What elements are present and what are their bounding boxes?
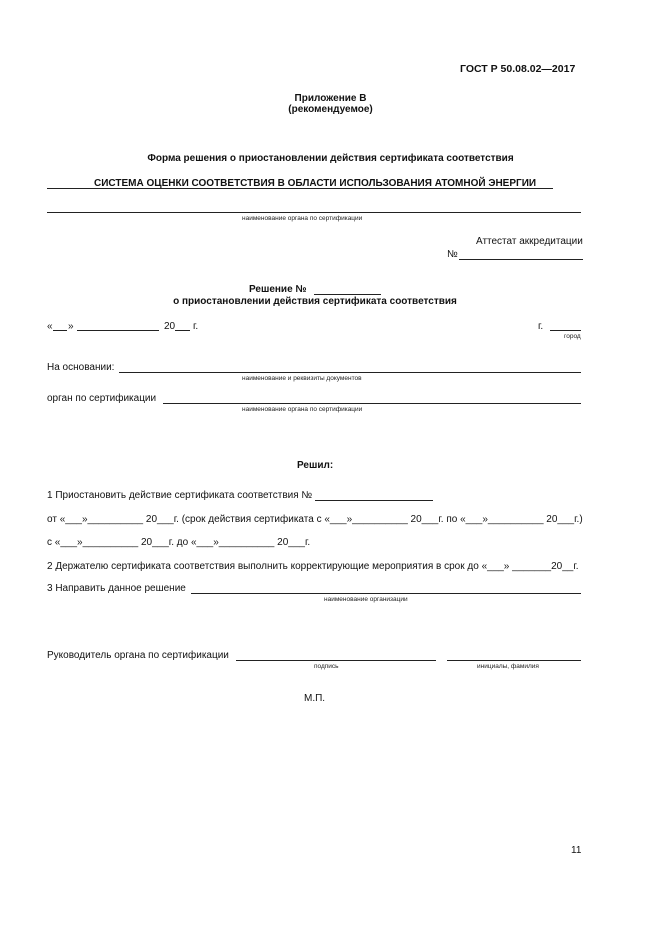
organ-name-line (47, 212, 581, 213)
date-day-line (53, 330, 67, 331)
system-name: СИСТЕМА ОЦЕНКИ СООТВЕТСТВИЯ В ОБЛАСТИ ИСПОЛЬЗОВАНИЯ АТОМНОЙ ЭНЕРГИИ (94, 178, 537, 189)
signature-name-line (447, 660, 581, 661)
decision-subtitle: о приостановлении действия сертификата соответствия (173, 296, 457, 307)
date-year-suffix: г. (193, 321, 199, 332)
date-month-line (77, 330, 159, 331)
accreditation-label: Аттестат аккредитации (476, 236, 583, 247)
item3-caption: наименование организации (324, 596, 408, 603)
resolved-heading: Решил: (297, 460, 334, 471)
form-title: Форма решения о приостановлении действия сертификата соответствия (147, 153, 514, 164)
accreditation-number-line (459, 259, 583, 260)
date-close-quote: » (68, 321, 74, 332)
accreditation-number-label: № (447, 249, 458, 260)
date-open-quote: « (47, 321, 53, 332)
decision-number-line (314, 294, 381, 295)
date-year-line (175, 330, 190, 331)
system-name-line (47, 188, 553, 189)
annex-title: Приложение В (294, 93, 367, 104)
annex-subtitle: (рекомендуемое) (288, 104, 373, 115)
organ-label: орган по сертификации (47, 393, 157, 404)
item3-text: 3 Направить данное решение (47, 583, 186, 594)
decision-title: Решение № (249, 284, 307, 295)
signature-name-caption: инициалы, фамилия (477, 663, 539, 670)
city-prefix: г. (538, 321, 544, 332)
item3-line (191, 593, 581, 594)
basis-line (119, 372, 581, 373)
page-number: 11 (571, 845, 582, 856)
signature-sign-caption: подпись (314, 663, 339, 670)
basis-label: На основании: (47, 362, 115, 373)
stamp-label: М.П. (304, 693, 326, 704)
city-caption: город (564, 333, 581, 340)
date-year-prefix: 20 (164, 321, 176, 332)
organ-line (163, 403, 581, 404)
signature-sign-line (236, 660, 436, 661)
city-line (550, 330, 581, 331)
signature-label: Руководитель органа по сертификации (47, 650, 229, 661)
organ-name-caption: наименование органа по сертификации (242, 215, 363, 222)
item1-text: 1 Приостановить действие сертификата соответствия № (47, 490, 313, 501)
item1-dates: от «___»__________ 20___г. (срок действия сертификата с «___»__________ 20___г. по «___»__________ 20___г.) (47, 514, 583, 525)
item1-cert-number-line (315, 500, 433, 501)
item1-period: с «___»__________ 20___г. до «___»__________ 20___г. (47, 537, 311, 548)
basis-caption: наименование и реквизиты документов (242, 375, 362, 382)
organ-caption: наименование органа по сертификации (242, 406, 363, 413)
item2-text: 2 Держателю сертификата соответствия выполнить корректирующие мероприятия в срок до «___» _______20__г. (47, 561, 579, 572)
gost-designation: ГОСТ Р 50.08.02—2017 (460, 63, 576, 75)
